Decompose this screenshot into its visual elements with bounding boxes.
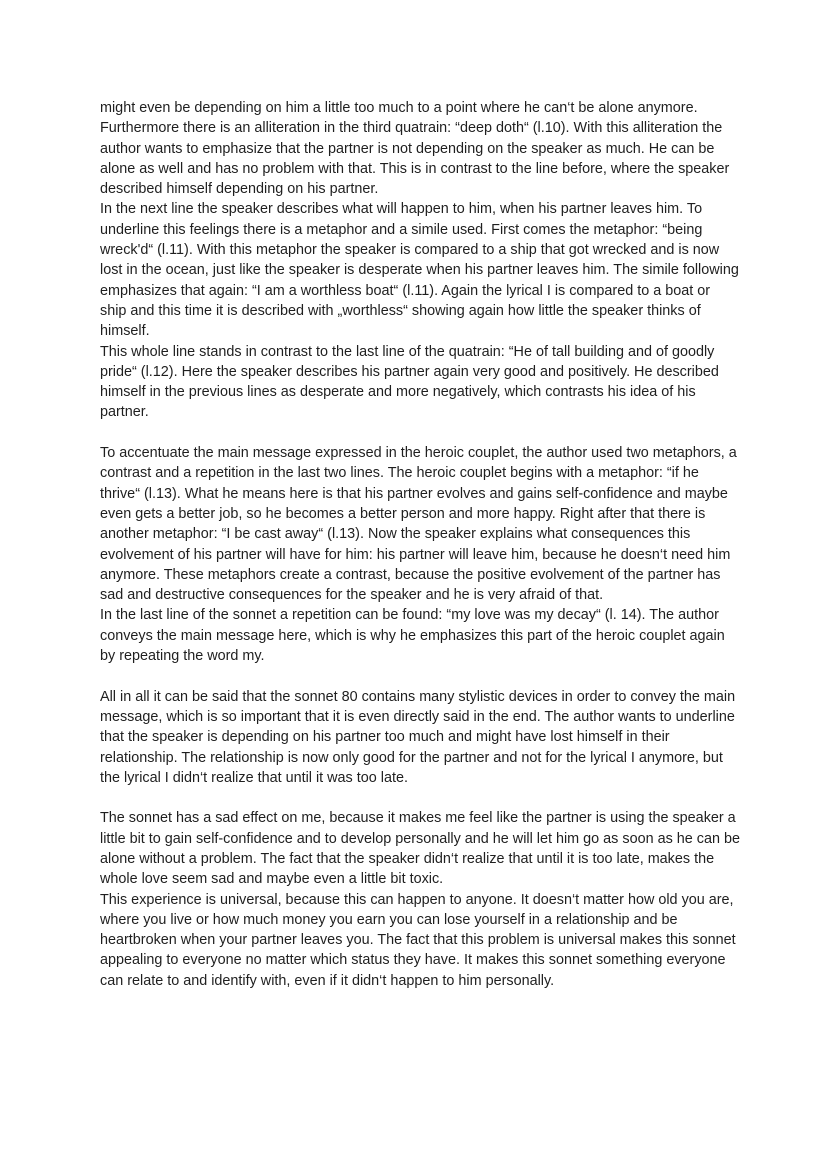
paragraph: Furthermore there is an alliteration in the third quatrain: “deep doth“ (l.10). With this alliteration the author wants to emphasize that the partner is not depending on the speaker as much. He can be alone as well and has no problem with that. This is in contrast to the line before, where the speaker described himself depending on his partner. [100,120,730,198]
paragraph: might even be depending on him a little too much to a point where he can‘t be alone anymore. [100,100,698,116]
text-block-conclusion [100,687,740,788]
document-page [100,98,740,991]
paragraph: In the last line of the sonnet a repetition can be found: “my love was my decay“ (l. 14). The author conveys the main message here, which is why he emphasizes this part of the heroic couplet again by repeating the word my. [100,607,725,665]
paragraph: All in all it can be said that the sonnet 80 contains many stylistic devices in order to convey the main message, which is so important that it is even directly said in the end. The author wants to underline that the speaker is depending on his partner too much and might have lost himself in their relationship. The relationship is now only good for the partner and not for the lyrical I anymore, but the lyrical I didn‘t realize that until it was too late. [100,688,736,786]
text-block-personal-effect [100,808,740,991]
paragraph: To accentuate the main message expressed in the heroic couplet, the author used two metaphors, a contrast and a repetition in the last two lines. The heroic couplet begins with a metaphor: “if he thrive“ (l.13). What he means here is that his partner evolves and gains self-confidence and maybe even gets a better job, so he becomes a better person and more happy. Right after that there is another metaphor: “I be cast away“ (l.13). Now the speaker explains what consequences this evolvement of his partner will have for him: his partner will leave him, because he doesn‘t need him anymore. These metaphors create a contrast, because the positive evolvement of the partner has sad and destructive consequences for the speaker and he is very afraid of that. [100,445,737,604]
paragraph-gap [100,423,740,443]
text-block-analysis-quatrain [100,98,740,423]
paragraph: This whole line stands in contrast to the last line of the quatrain: “He of tall building and of goodly pride“ (l.12). Here the speaker describes his partner again very good and positively. He described himself in the previous lines as desperate and more negatively, which contrasts his idea of his partner. [100,343,719,421]
paragraph-gap [100,666,740,686]
text-block-heroic-couplet [100,443,740,666]
paragraph: The sonnet has a sad effect on me, because it makes me feel like the partner is using the speaker a little bit to gain self-confidence and to develop personally and he will let him go as soon as he can be alone without a problem. The fact that the speaker didn‘t realize that until it is too late, makes the whole love seem sad and maybe even a little bit toxic. [100,810,740,888]
paragraph: In the next line the speaker describes what will happen to him, when his partner leaves him. To underline this feelings there is a metaphor and a simile used. First comes the metaphor: “being wreck'd“ (l.11). With this metaphor the speaker is compared to a ship that got wrecked and is now lost in the ocean, just like the speaker is desperate when his partner leaves him. The simile following emphasizes that again: “I am a worthless boat“ (l.11). Again the lyrical I is compared to a boat or ship and this time it is described with „worthless“ showing again how little the speaker thinks of himself. [100,201,739,340]
paragraph-gap [100,788,740,808]
paragraph: This experience is universal, because this can happen to anyone. It doesn‘t matter how old you are, where you live or how much money you earn you can lose yourself in a relationship and be heartbroken when your partner leaves you. The fact that this problem is universal makes this sonnet appealing to everyone no matter which status they have. It makes this sonnet something everyone can relate to and identify with, even if it didn‘t happen to him personally. [100,891,736,989]
